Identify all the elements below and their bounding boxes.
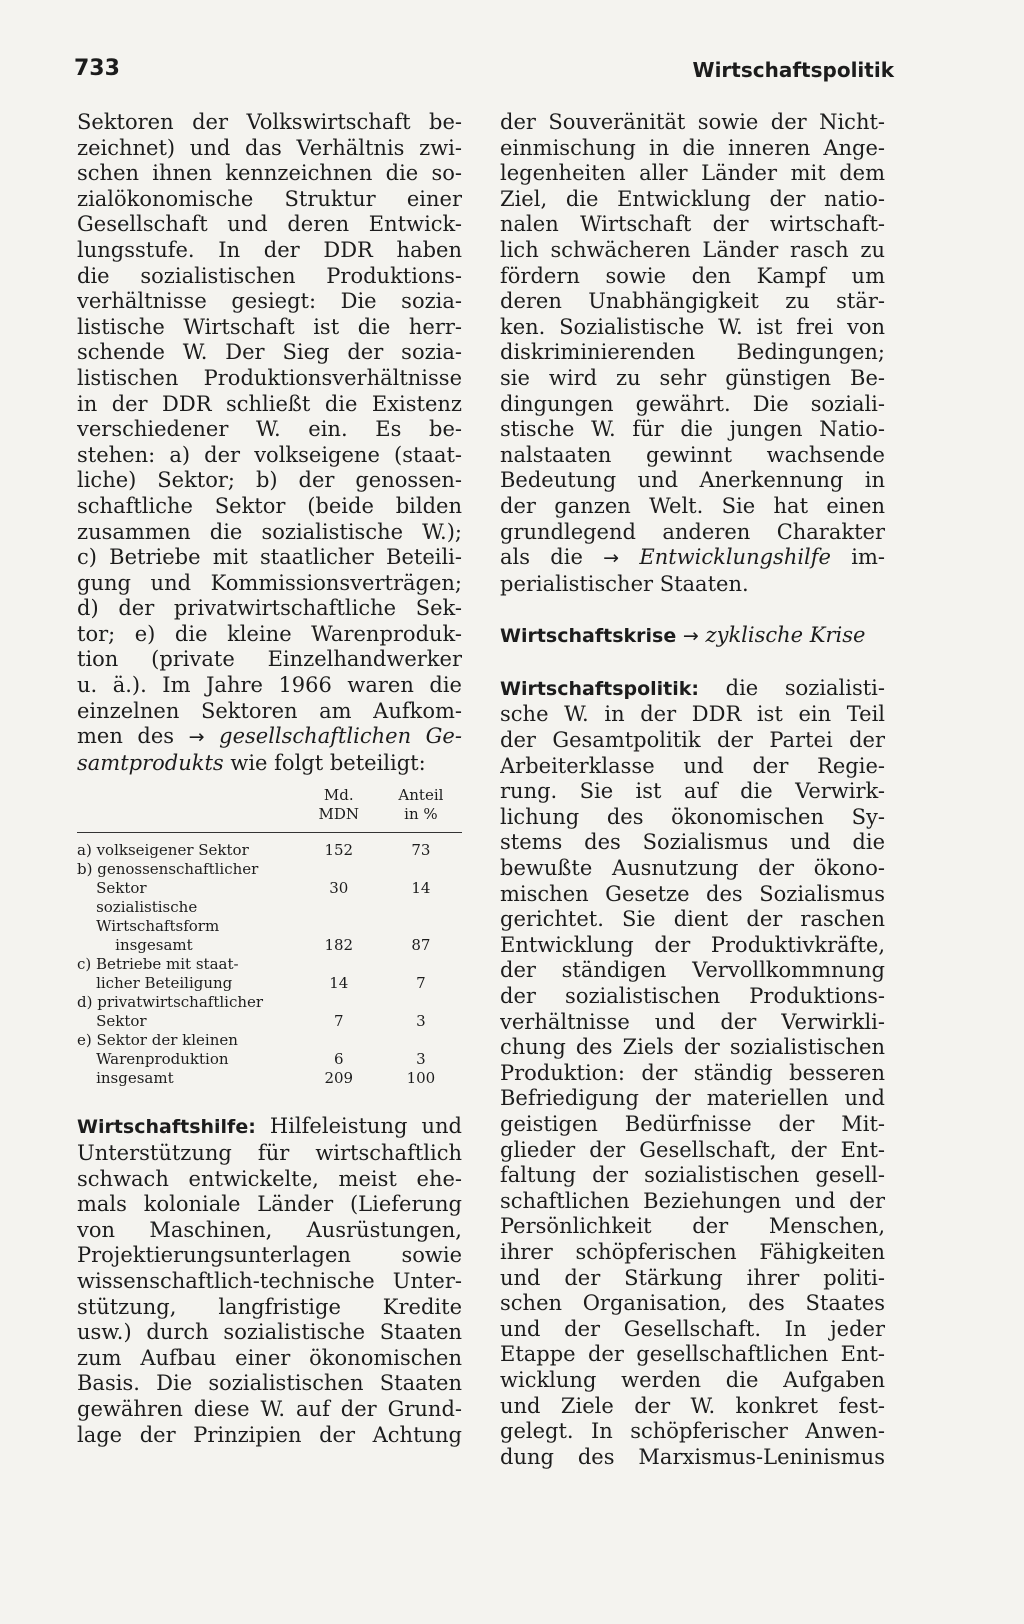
text-line: verhältnisse gesiegt: Die sozia-: [77, 289, 462, 314]
text-line: liche) Sektor; b) der genossen-: [77, 468, 462, 493]
text-line: dung des Marxismus-Leninismus: [500, 1444, 885, 1469]
text-line: d) der privatwirtschaftliche Sek-: [77, 596, 462, 621]
row-label: licher Beteiligung: [77, 974, 233, 993]
paragraph-sectors-end: [77, 724, 462, 776]
text-line: ihrer schöpferischen Fähigkeiten: [500, 1239, 885, 1264]
table-row: [77, 1069, 462, 1088]
row-label: Sektor: [77, 1012, 147, 1031]
table-row: [77, 879, 462, 898]
text-line: dingungen gewährt. Die soziali-: [500, 391, 885, 416]
row-md-value: 6: [334, 1050, 344, 1069]
text-line: diskriminierenden Bedingungen;: [500, 340, 885, 365]
table-header-md: Md. MDN: [318, 786, 360, 824]
table-row: [77, 860, 462, 879]
row-md-value: 14: [329, 974, 349, 993]
row-label: insgesamt: [77, 936, 193, 955]
text-line: der Souveränität sowie der Nicht-: [500, 110, 885, 134]
text-line: usw.) durch sozialistische Staaten: [77, 1320, 462, 1345]
table-row: [77, 955, 462, 974]
text-line: mischen Gesetze des Sozialismus: [500, 881, 885, 906]
text-line: der Gesamtpolitik der Partei der: [500, 728, 885, 753]
text-line: c) Betriebe mit staatlicher Beteili-: [77, 545, 462, 570]
row-anteil-value: 3: [416, 1012, 426, 1031]
text-line: zeichnet) und das Verhältnis zwi-: [77, 135, 462, 160]
text-line: nalstaaten gewinnt wachsende: [500, 442, 885, 467]
text-line: Wirtschaftshilfe: Hilfeleistung und: [77, 1114, 462, 1139]
text-line: lich schwächeren Länder rasch zu: [500, 237, 885, 262]
text-line: von Maschinen, Ausrüstungen,: [77, 1217, 462, 1242]
text-line: rung. Sie ist auf die Verwirk-: [500, 779, 885, 804]
text-line: Projektierungsunterlagen sowie: [77, 1243, 462, 1268]
row-anteil-value: 87: [411, 936, 431, 955]
row-anteil-value: 7: [416, 974, 426, 993]
table-row: [77, 974, 462, 993]
text-line: fördern sowie den Kampf um: [500, 263, 885, 288]
text-line: grundlegend anderen Charakter: [500, 519, 885, 544]
text-line: chung des Ziels der sozialistischen: [500, 1035, 885, 1060]
paragraph-continued: [500, 110, 885, 545]
row-md-value: 152: [324, 841, 354, 860]
row-md-value: 30: [329, 879, 349, 898]
row-label: sozialistische: [77, 898, 198, 917]
text-line: stische W. für die jungen Natio-: [500, 417, 885, 442]
text-line: einzelnen Sektoren am Aufkom-: [77, 698, 462, 723]
text-line: als die → Entwicklungshilfe im-: [500, 545, 885, 570]
text-line: listischen Produktionsverhältnisse: [77, 365, 462, 390]
row-label: c) Betriebe mit staat-: [77, 955, 239, 974]
cross-reference-link[interactable]: Entwicklungshilfe: [639, 545, 831, 570]
text-line: [500, 623, 885, 650]
text-line: und der Stärkung ihrer politi-: [500, 1265, 885, 1290]
row-md-value: [298, 860, 380, 879]
text-line: zum Aufbau einer ökonomischen: [77, 1345, 462, 1370]
row-label: b) genossenschaftlicher: [77, 860, 259, 879]
text-line: schen Organisation, des Staates: [500, 1291, 885, 1316]
text-line: Gesellschaft und deren Entwick-: [77, 212, 462, 237]
text-line: men des → gesellschaftlichen Ge-: [77, 724, 462, 749]
arrow-icon: →: [603, 547, 620, 570]
entry-wirtschaftshilfe: [77, 1114, 462, 1448]
right-column: [500, 110, 885, 1470]
running-head: Wirtschaftspolitik: [692, 58, 894, 82]
text-line: der ständigen Vervollkommnung: [500, 958, 885, 983]
text-line: in der DDR schließt die Existenz: [77, 391, 462, 416]
table-row: [77, 841, 462, 860]
cross-reference-link[interactable]: zyklische Krise: [705, 623, 866, 648]
paragraph-sectors: [77, 110, 462, 724]
row-anteil-value: [380, 955, 462, 974]
text-line: gung und Kommissionsverträgen;: [77, 570, 462, 595]
text-line: mals koloniale Länder (Lieferung: [77, 1192, 462, 1217]
text-line: und Ziele der W. konkret fest-: [500, 1393, 885, 1418]
text-line: Etappe der gesellschaftlichen Ent-: [500, 1342, 885, 1367]
text-line: tor; e) die kleine Warenproduk-: [77, 621, 462, 646]
text-line: Ziel, die Entwicklung der natio-: [500, 186, 885, 211]
text-line: lichung des ökonomischen Sy-: [500, 804, 885, 829]
text-line: gelegt. In schöpferischer Anwen-: [500, 1419, 885, 1444]
text-line: lungsstufe. In der DDR haben: [77, 237, 462, 262]
text-line: Persönlichkeit der Menschen,: [500, 1214, 885, 1239]
entry-keyword: Wirtschaftskrise: [500, 625, 677, 648]
text-line: lage der Prinzipien der Achtung: [77, 1422, 462, 1447]
text-line: schaftlichen Beziehungen und der: [500, 1188, 885, 1213]
table-row: [77, 1031, 462, 1050]
text-line: samtprodukts wie folgt beteiligt:: [77, 750, 426, 775]
text-line: faltung der sozialistischen gesell-: [500, 1163, 885, 1188]
row-anteil-value: [380, 917, 462, 936]
text-line: listische Wirtschaft ist die herr-: [77, 314, 462, 339]
row-label: e) Sektor der kleinen: [77, 1031, 238, 1050]
arrow-icon: →: [682, 625, 699, 648]
row-anteil-value: [380, 898, 462, 917]
table-row: [77, 1050, 462, 1069]
text-line: geistigen Bedürfnisse der Mit-: [500, 1111, 885, 1136]
text-line: Wirtschaftspolitik: die sozialisti-: [500, 675, 885, 700]
text-line: sie wird zu sehr günstigen Be-: [500, 365, 885, 390]
text-line: wicklung werden die Aufgaben: [500, 1367, 885, 1392]
row-anteil-value: 73: [411, 841, 431, 860]
text-line: gewähren diese W. auf der Grund-: [77, 1396, 462, 1421]
entry-keyword: Wirtschaftspolitik:: [500, 677, 700, 700]
table-row: [77, 898, 462, 917]
entry-wirtschaftskrise: [500, 623, 885, 650]
text-line: der ganzen Welt. Sie hat einen: [500, 493, 885, 518]
row-md-value: 182: [324, 936, 354, 955]
text-line: ken. Sozialistische W. ist frei von: [500, 314, 885, 339]
text-line: schwach entwickelte, meist ehe-: [77, 1166, 462, 1191]
page-number: 733: [74, 56, 120, 81]
text-line: stützung, langfristige Kredite: [77, 1294, 462, 1319]
text-line: verhältnisse und der Verwirkli-: [500, 1009, 885, 1034]
text-line: Arbeiterklasse und der Regie-: [500, 753, 885, 778]
text-line: Basis. Die sozialistischen Staaten: [77, 1371, 462, 1396]
row-md-value: [298, 993, 380, 1012]
text-line: wissenschaftlich-technische Unter-: [77, 1269, 462, 1293]
text-line: legenheiten aller Länder mit dem: [500, 161, 885, 186]
text-line: schen ihnen kennzeichnen die so-: [77, 161, 462, 186]
row-label: insgesamt: [77, 1069, 174, 1088]
text-line: schende W. Der Sieg der sozia-: [77, 340, 462, 365]
text-line: stems des Sozialismus und die: [500, 830, 885, 855]
text-line: deren Unabhängigkeit zu stär-: [500, 289, 885, 314]
cross-reference-link[interactable]: samtprodukts: [77, 750, 224, 775]
table-row: [77, 936, 462, 955]
text-line: perialistischer Staaten.: [500, 571, 749, 596]
text-line: die sozialistischen Produktions-: [77, 263, 462, 288]
row-md-value: [298, 898, 380, 917]
text-line: nalen Wirtschaft der wirtschaft-: [500, 212, 885, 237]
entry-keyword: Wirtschaftshilfe:: [77, 1116, 256, 1139]
text-line: zialökonomische Struktur einer: [77, 186, 462, 211]
arrow-icon: →: [188, 726, 205, 749]
row-anteil-value: 14: [411, 879, 431, 898]
table-row: [77, 1012, 462, 1031]
row-anteil-value: [380, 993, 462, 1012]
row-label: d) privatwirtschaftlicher: [77, 993, 264, 1012]
row-anteil-value: 3: [416, 1050, 426, 1069]
row-md-value: [298, 917, 380, 936]
text-line: gerichtet. Sie dient der raschen: [500, 907, 885, 932]
text-line: stehen: a) der volkseigene (staat-: [77, 442, 462, 467]
text-line: sche W. in der DDR ist ein Teil: [500, 702, 885, 727]
text-line: schaftliche Sektor (beide bilden: [77, 493, 462, 518]
left-column: [77, 110, 462, 1448]
text-line: der sozialistischen Produktions-: [500, 984, 885, 1008]
row-anteil-value: 100: [406, 1069, 436, 1088]
text-line: u. ä.). Im Jahre 1966 waren die: [77, 673, 462, 698]
row-md-value: [298, 955, 380, 974]
text-line: verschiedener W. ein. Es be-: [77, 417, 462, 442]
text-line: Sektoren der Volkswirtschaft be-: [77, 110, 462, 134]
row-label: Sektor: [77, 879, 147, 898]
row-label: Warenproduktion: [77, 1050, 229, 1069]
cross-reference-link[interactable]: gesellschaftlichen Ge-: [219, 724, 462, 749]
text-line: glieder der Gesellschaft, der Ent-: [500, 1137, 885, 1162]
entry-wirtschaftspolitik: [500, 676, 885, 1470]
text-line: bewußte Ausnutzung der ökono-: [500, 856, 885, 881]
text-line: Bedeutung und Anerkennung in: [500, 468, 885, 493]
paragraph-continued-end: [500, 545, 885, 597]
row-md-value: 209: [324, 1069, 354, 1088]
sector-table: [77, 784, 462, 1088]
row-anteil-value: [380, 860, 462, 879]
text-line: und der Gesellschaft. In jeder: [500, 1316, 885, 1341]
row-label: Wirtschaftsform: [77, 917, 220, 936]
text-line: zusammen die sozialistische W.);: [77, 519, 462, 544]
text-line: einmischung in die inneren Ange-: [500, 135, 885, 160]
text-line: Produktion: der ständig besseren: [500, 1060, 885, 1085]
text-line: Befriedigung der materiellen und: [500, 1086, 885, 1111]
row-label: a) volkseigener Sektor: [77, 841, 249, 860]
table-row: [77, 917, 462, 936]
row-md-value: 7: [334, 1012, 344, 1031]
row-md-value: [298, 1031, 380, 1050]
table-row: [77, 993, 462, 1012]
text-line: Entwicklung der Produktivkräfte,: [500, 932, 885, 957]
text-line: Unterstützung für wirtschaftlich: [77, 1141, 462, 1166]
text-line: tion (private Einzelhandwerker: [77, 647, 462, 672]
table-header-anteil: Anteil in %: [398, 786, 444, 824]
table-header-label: [77, 784, 298, 833]
row-anteil-value: [380, 1031, 462, 1050]
